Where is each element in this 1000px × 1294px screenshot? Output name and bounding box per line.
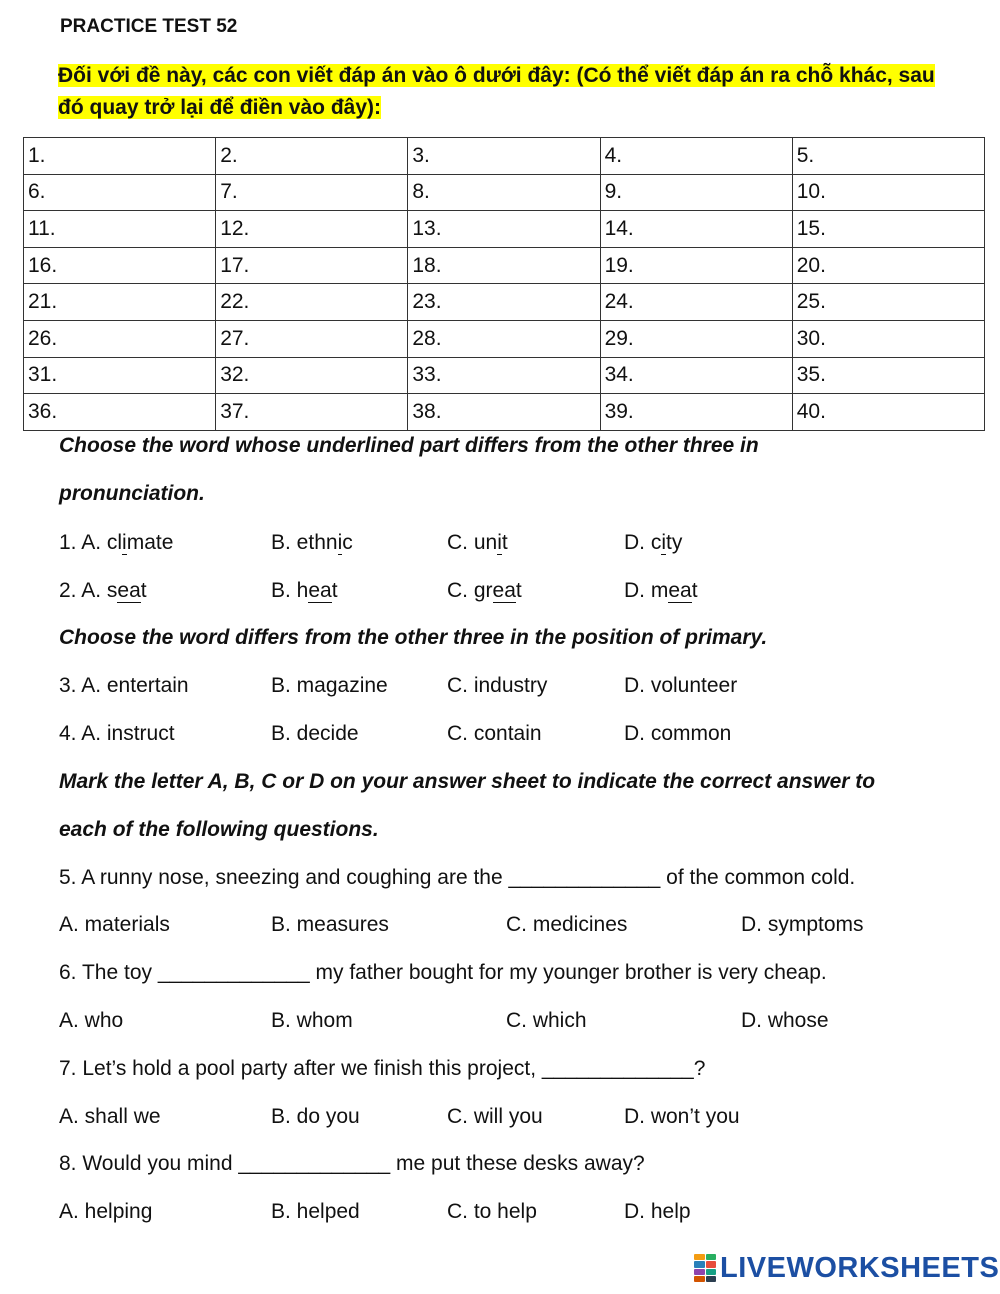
answer-cell[interactable]: 7. <box>216 174 408 211</box>
question-7-option-d[interactable]: D. won’t you <box>624 1105 740 1128</box>
answer-cell[interactable]: 22. <box>216 284 408 321</box>
question-1-option-a[interactable]: 1. A. climate <box>59 531 174 554</box>
question-5-option-d[interactable]: D. symptoms <box>741 913 864 936</box>
answer-cell[interactable]: 17. <box>216 247 408 284</box>
answer-cell[interactable]: 16. <box>24 247 216 284</box>
answer-cell[interactable]: 13. <box>408 211 600 248</box>
answer-cell[interactable]: 21. <box>24 284 216 321</box>
question-8-option-d[interactable]: D. help <box>624 1200 691 1223</box>
answer-cell[interactable]: 24. <box>600 284 792 321</box>
answer-cell[interactable]: 37. <box>216 394 408 431</box>
answer-cell[interactable]: 32. <box>216 357 408 394</box>
answer-cell[interactable]: 27. <box>216 320 408 357</box>
question-5-stem: 5. A runny nose, sneezing and coughing are the _____________ of the common cold. <box>59 866 856 889</box>
question-5-option-b[interactable]: B. measures <box>271 913 389 936</box>
answer-cell[interactable]: 29. <box>600 320 792 357</box>
liveworksheets-logo[interactable] <box>694 1252 999 1284</box>
answer-cell[interactable]: 14. <box>600 211 792 248</box>
answer-grid-row <box>24 394 985 431</box>
answer-cell[interactable]: 12. <box>216 211 408 248</box>
question-2-option-c[interactable]: C. great <box>447 579 522 602</box>
question-5-option-a[interactable]: A. materials <box>59 913 170 936</box>
answer-grid-row <box>24 284 985 321</box>
section-pronunciation-heading: Choose the word whose underlined part differs from the other three in <box>59 434 759 457</box>
section-stress-heading: Choose the word differs from the other three in the position of primary. <box>59 626 768 649</box>
answer-cell[interactable]: 8. <box>408 174 600 211</box>
answer-cell[interactable]: 30. <box>792 320 984 357</box>
answer-cell[interactable]: 20. <box>792 247 984 284</box>
answer-cell[interactable]: 26. <box>24 320 216 357</box>
answer-grid-row <box>24 211 985 248</box>
question-6-option-a[interactable]: A. who <box>59 1009 124 1032</box>
answer-grid-row <box>24 174 985 211</box>
instruction-text: Đối với đề này, các con viết đáp án vào ô dưới đây: (Có thể viết đáp án ra chỗ khác, sau đó quay trở lại để điền vào đây): <box>58 64 935 119</box>
question-1-option-d[interactable]: D. city <box>624 531 683 554</box>
question-7-option-a[interactable]: A. shall we <box>59 1105 161 1128</box>
question-8-stem: 8. Would you mind _____________ me put these desks away? <box>59 1152 645 1175</box>
question-2-option-b[interactable]: B. heat <box>271 579 338 602</box>
answer-cell[interactable]: 6. <box>24 174 216 211</box>
answer-grid-row <box>24 320 985 357</box>
answer-cell[interactable]: 1. <box>24 138 216 175</box>
answer-cell[interactable]: 11. <box>24 211 216 248</box>
question-5-option-c[interactable]: C. medicines <box>506 913 628 936</box>
question-2-option-d[interactable]: D. meat <box>624 579 698 602</box>
question-4-option-d[interactable]: D. common <box>624 722 732 745</box>
question-3-option-d[interactable]: D. volunteer <box>624 674 738 697</box>
answer-cell[interactable]: 38. <box>408 394 600 431</box>
section-mark-heading-cont: each of the following questions. <box>59 818 379 841</box>
logo-text: LIVEWORKSHEETS <box>720 1251 1000 1284</box>
question-7-option-b[interactable]: B. do you <box>271 1105 360 1128</box>
answer-cell[interactable]: 10. <box>792 174 984 211</box>
answer-cell[interactable]: 39. <box>600 394 792 431</box>
answer-cell[interactable]: 40. <box>792 394 984 431</box>
question-1-option-b[interactable]: B. ethnic <box>271 531 353 554</box>
section-mark-heading: Mark the letter A, B, C or D on your answer sheet to indicate the correct answer to <box>59 770 876 793</box>
question-6-option-b[interactable]: B. whom <box>271 1009 353 1032</box>
answer-cell[interactable]: 4. <box>600 138 792 175</box>
answer-cell[interactable]: 18. <box>408 247 600 284</box>
question-4-option-b[interactable]: B. decide <box>271 722 359 745</box>
question-2-option-a[interactable]: 2. A. seat <box>59 579 147 602</box>
answer-grid <box>23 137 985 431</box>
answer-grid-row <box>24 357 985 394</box>
answer-cell[interactable]: 33. <box>408 357 600 394</box>
answer-cell[interactable]: 34. <box>600 357 792 394</box>
question-8-option-a[interactable]: A. helping <box>59 1200 153 1223</box>
question-8-option-c[interactable]: C. to help <box>447 1200 537 1223</box>
question-4-option-c[interactable]: C. contain <box>447 722 542 745</box>
answer-cell[interactable]: 25. <box>792 284 984 321</box>
question-4-option-a[interactable]: 4. A. instruct <box>59 722 175 745</box>
question-6-option-d[interactable]: D. whose <box>741 1009 829 1032</box>
section-pronunciation-heading-cont: pronunciation. <box>59 482 205 505</box>
question-3-option-c[interactable]: C. industry <box>447 674 548 697</box>
question-3-option-b[interactable]: B. magazine <box>271 674 388 697</box>
answer-cell[interactable]: 31. <box>24 357 216 394</box>
page-title: PRACTICE TEST 52 <box>60 16 238 37</box>
question-6-stem: 6. The toy _____________ my father bought for my younger brother is very cheap. <box>59 961 827 984</box>
question-1-option-c[interactable]: C. unit <box>447 531 508 554</box>
question-7-stem: 7. Let’s hold a pool party after we finish this project, _____________? <box>59 1057 706 1080</box>
answer-cell[interactable]: 35. <box>792 357 984 394</box>
answer-cell[interactable]: 3. <box>408 138 600 175</box>
question-6-option-c[interactable]: C. which <box>506 1009 587 1032</box>
answer-cell[interactable]: 19. <box>600 247 792 284</box>
liveworksheets-logo-icon <box>694 1254 716 1282</box>
answer-cell[interactable]: 15. <box>792 211 984 248</box>
question-7-option-c[interactable]: C. will you <box>447 1105 543 1128</box>
answer-cell[interactable]: 5. <box>792 138 984 175</box>
answer-grid-row <box>24 138 985 175</box>
answer-cell[interactable]: 36. <box>24 394 216 431</box>
answer-cell[interactable]: 2. <box>216 138 408 175</box>
question-3-option-a[interactable]: 3. A. entertain <box>59 674 189 697</box>
question-8-option-b[interactable]: B. helped <box>271 1200 360 1223</box>
answer-grid-row <box>24 247 985 284</box>
answer-cell[interactable]: 23. <box>408 284 600 321</box>
answer-cell[interactable]: 9. <box>600 174 792 211</box>
answer-cell[interactable]: 28. <box>408 320 600 357</box>
